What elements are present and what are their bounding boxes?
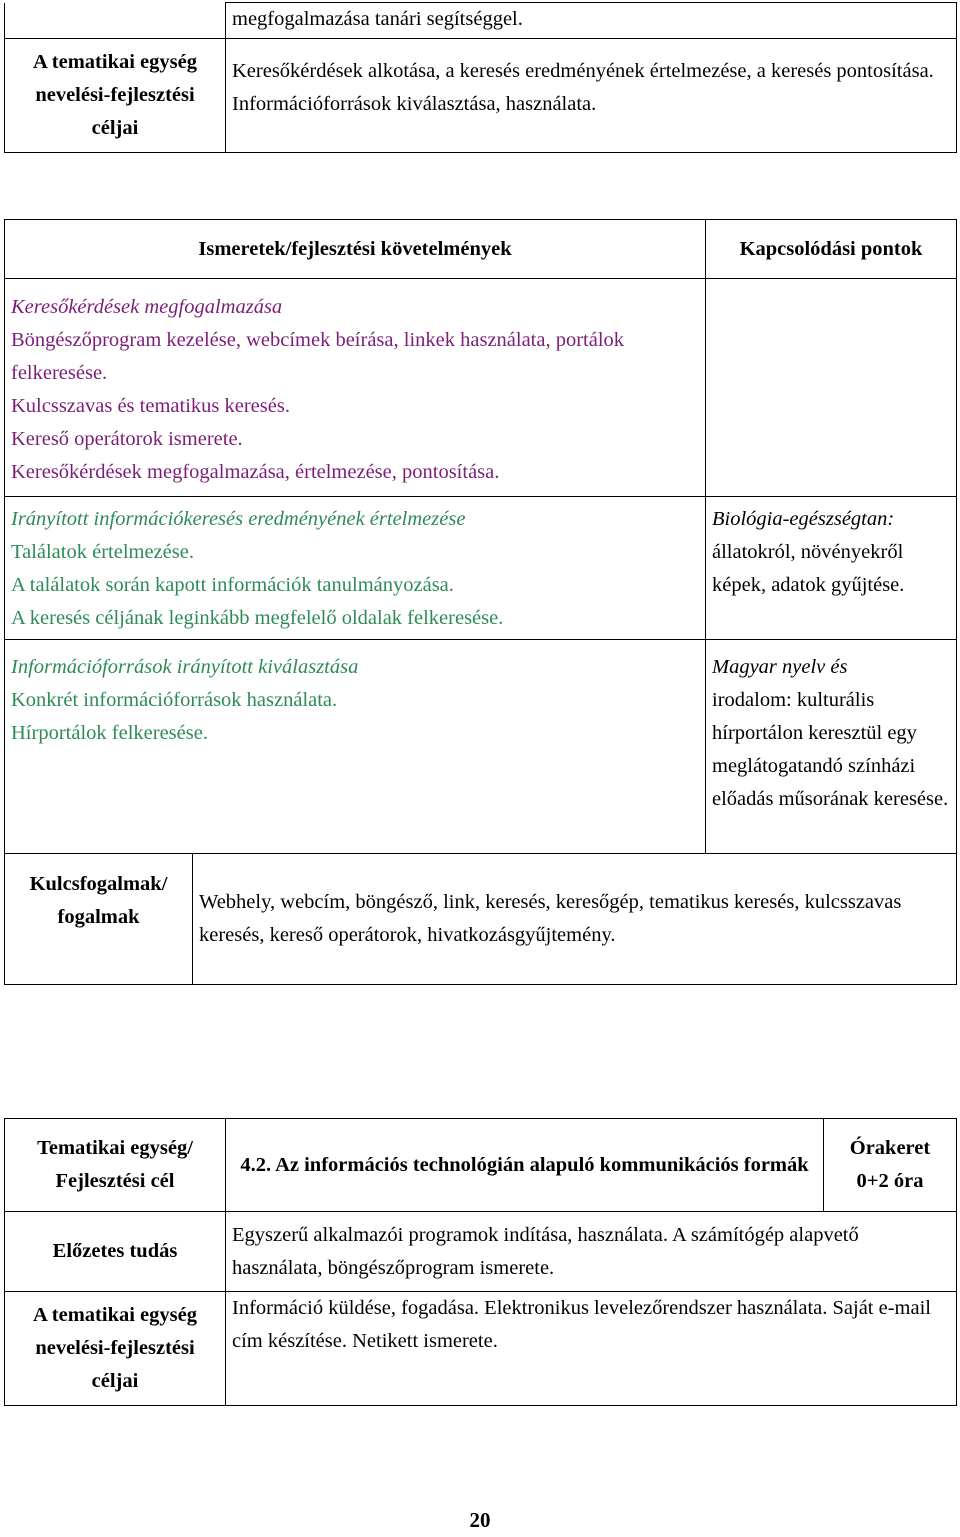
section-source-selection — [5, 640, 706, 854]
unit-title: 4.2. Az információs technológián alapuló kommunikációs formák — [226, 1119, 824, 1212]
requirements-table — [4, 219, 957, 985]
hours-value: 0+2 óra — [856, 1170, 924, 1192]
section-line: Kulcsszavas és tematikus keresés. — [11, 395, 290, 417]
section-line: Konkrét információforrások használata. — [11, 689, 338, 711]
section-line: A keresés céljának leginkább megfelelő oldalak felkeresése. — [11, 607, 504, 629]
goals-text: Keresőkérdések alkotása, a keresés eredményének értelmezése, a keresés pontosítása. Információforrások kiválasztása, használata. — [226, 39, 957, 153]
section-line: Keresőkérdések megfogalmazása, értelmezése, pontosítása. — [11, 461, 500, 483]
empty-cell — [5, 3, 226, 39]
prior-knowledge-text: Egyszerű alkalmazói programok indítása, használata. A számítógép alapvető használata, böngészőprogram ismerete. — [226, 1212, 957, 1292]
connection-text: irodalom: kulturális hírportálon keresztül egy meglátogatandó színházi előadás műsorának keresése. — [712, 689, 949, 810]
section-line: A találatok során kapott információk tanulmányozása. — [11, 574, 454, 596]
unit-label: Tematikai egység/ Fejlesztési cél — [5, 1119, 226, 1212]
section-line: Találatok értelmezése. — [11, 541, 194, 563]
section-title: Keresőkérdések megfogalmazása — [11, 296, 283, 318]
prior-continuation-text: megfogalmazása tanári segítséggel. — [226, 3, 957, 39]
goals-label: A tematikai egység nevelési-fejlesztési céljai — [5, 39, 226, 153]
connection-literature — [706, 640, 957, 854]
hours-label: Órakeret — [849, 1137, 931, 1159]
section-search-queries — [5, 279, 706, 497]
connection-subject: Magyar nyelv és — [712, 656, 848, 678]
unit-table — [4, 1118, 957, 1406]
connection-subject: Biológia-egészségtan: — [712, 508, 895, 530]
header-requirements: Ismeretek/fejlesztési követelmények — [5, 220, 706, 279]
section-line: Böngészőprogram kezelése, webcímek beírása, linkek használata, portálok felkeresése. — [11, 329, 625, 384]
prior-knowledge-label: Előzetes tudás — [5, 1212, 226, 1292]
keywords-text: Webhely, webcím, böngésző, link, keresés, keresőgép, tematikus keresés, kulcsszavas keresés, kereső operátorok, hivatkozásgyűjtemény. — [193, 854, 957, 985]
top-table — [4, 2, 957, 153]
section-line: Kereső operátorok ismerete. — [11, 428, 243, 450]
connection-text: állatokról, növényekről képek, adatok gyűjtése. — [712, 541, 905, 596]
goals-label: A tematikai egység nevelési-fejlesztési céljai — [5, 1292, 226, 1406]
section-result-interpretation — [5, 497, 706, 640]
connection-biology — [706, 497, 957, 640]
header-connections: Kapcsolódási pontok — [706, 220, 957, 279]
keywords-label: Kulcsfogalmak/ fogalmak — [5, 854, 193, 985]
section-title: Irányított információkeresés eredményének értelmezése — [11, 508, 466, 530]
page-number: 20 — [469, 1508, 491, 1532]
section-title: Információforrások irányított kiválasztása — [11, 656, 359, 678]
section-line: Hírportálok felkeresése. — [11, 722, 208, 744]
goals-text: Információ küldése, fogadása. Elektronikus levelezőrendszer használata. Saját e-mail cím készítése. Netikett ismerete. — [226, 1292, 957, 1406]
hours-cell — [824, 1119, 957, 1212]
connections-empty-cell — [706, 279, 957, 497]
